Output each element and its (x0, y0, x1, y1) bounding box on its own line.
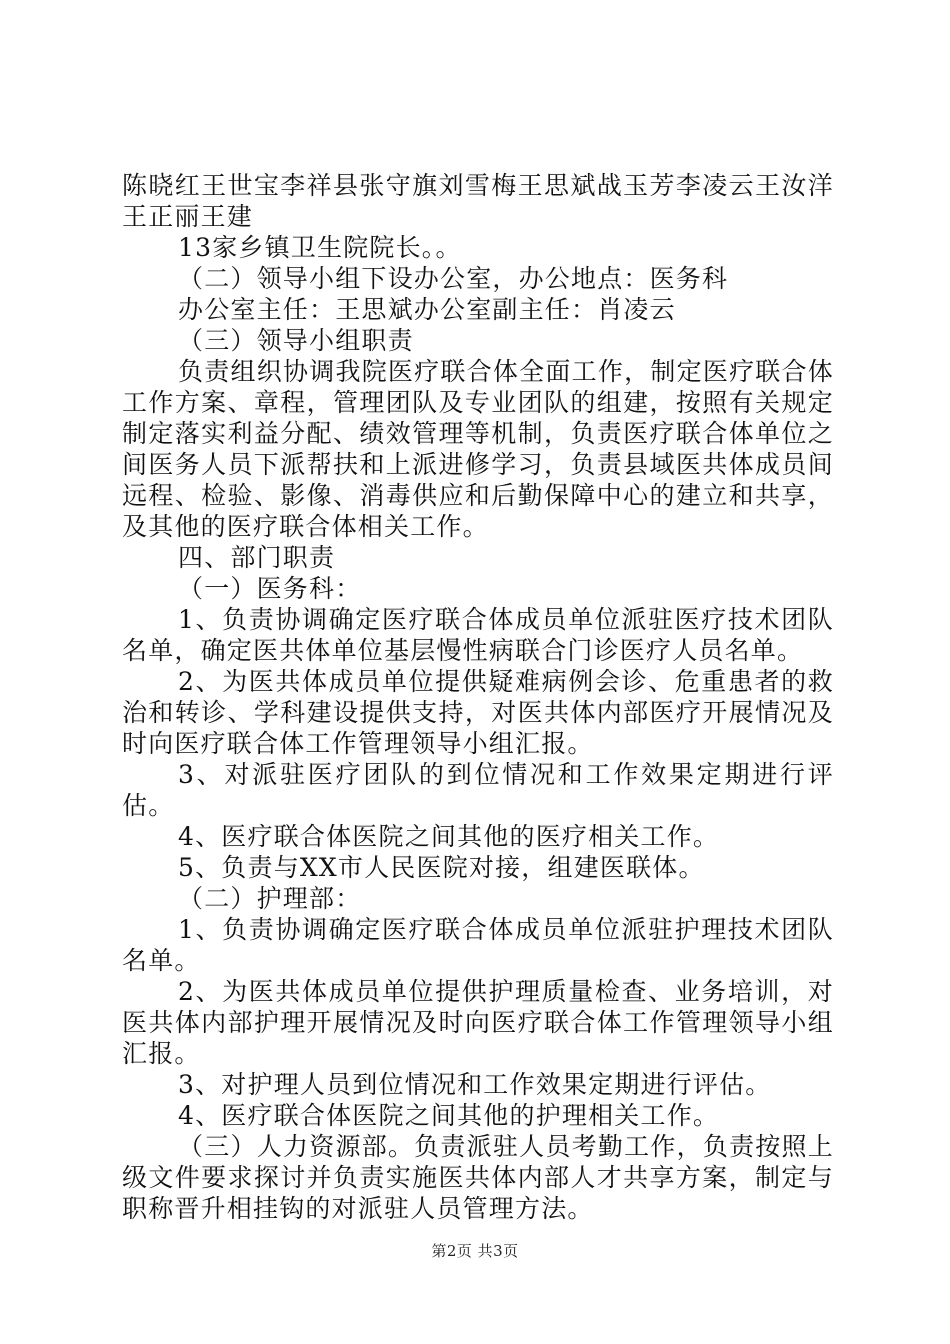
paragraph-office-director: 办公室主任：王思斌办公室副主任：肖凌云 (178, 295, 676, 324)
document-body (122, 170, 834, 1224)
paragraph-heading-group-duties: （三）领导小组职责 (178, 326, 414, 355)
paragraph-township-hospitals: 13家乡镇卫生院院长。。 (178, 233, 462, 262)
medical-affairs-item-2: 2、为医共体成员单位提供疑难病例会诊、危重患者的救治和转诊、学科建设提供支持，对医共体内部医疗开展情况及时向医疗联合体工作管理领导小组汇报。 (122, 667, 834, 758)
medical-affairs-item-3: 3、对派驻医疗团队的到位情况和工作效果定期进行评估。 (122, 760, 834, 820)
nursing-item-4: 4、医疗联合体医院之间其他的护理相关工作。 (178, 1101, 720, 1130)
section-heading-department-duties: 四、部门职责 (178, 543, 336, 572)
subsection-heading-medical-affairs: （一）医务科： (178, 574, 362, 603)
subsection-human-resources: （三）人力资源部。负责派驻人员考勤工作，负责按照上级文件要求探讨并负责实施医共体内部人才共享方案，制定与职称晋升相挂钩的对派驻人员管理方法。 (122, 1132, 834, 1223)
nursing-item-2: 2、为医共体成员单位提供护理质量检查、业务培训，对医共体内部护理开展情况及时向医疗联合体工作管理领导小组汇报。 (122, 977, 834, 1068)
subsection-heading-nursing: （二）护理部： (178, 884, 362, 913)
medical-affairs-item-1: 1、负责协调确定医疗联合体成员单位派驻医疗技术团队名单，确定医共体单位基层慢性病联合门诊医疗人员名单。 (122, 605, 834, 665)
medical-affairs-item-4: 4、医疗联合体医院之间其他的医疗相关工作。 (178, 822, 720, 851)
paragraph-names: 陈晓红王世宝李祥县张守旗刘雪梅王思斌战玉芳李凌云王汝洋王正丽王建 (122, 171, 834, 231)
paragraph-group-duties: 负责组织协调我院医疗联合体全面工作，制定医疗联合体工作方案、章程，管理团队及专业团队的组建，按照有关规定制定落实利益分配、绩效管理等机制，负责医疗联合体单位之间医务人员下派帮扶和上派进修学习，负责县域医共体成员间远程、检验、影像、消毒供应和后勤保障中心的建立和共享，及其他的医疗联合体相关工作。 (122, 357, 834, 541)
nursing-item-3: 3、对护理人员到位情况和工作效果定期进行评估。 (178, 1070, 772, 1099)
page-number-footer: 第2页 共3页 (431, 1242, 519, 1260)
paragraph-office-location: （二）领导小组下设办公室，办公地点：医务科 (178, 264, 729, 293)
medical-affairs-item-5: 5、负责与XX市人民医院对接，组建医联体。 (178, 853, 705, 882)
nursing-item-1: 1、负责协调确定医疗联合体成员单位派驻护理技术团队名单。 (122, 915, 834, 975)
